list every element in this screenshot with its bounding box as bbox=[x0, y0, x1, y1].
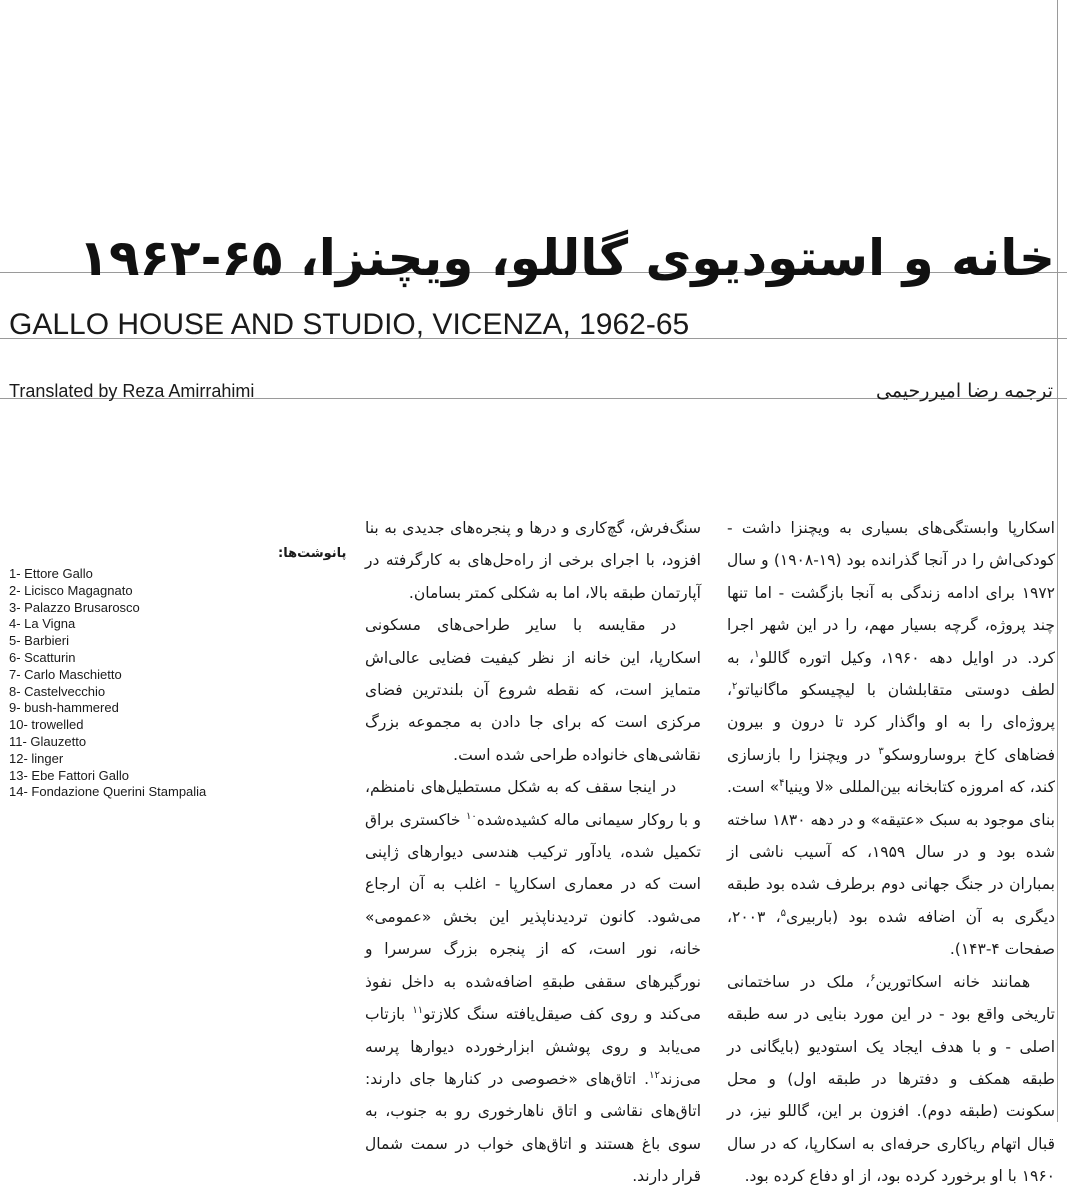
footnote-marker: ۱ bbox=[754, 648, 760, 660]
body-column-middle bbox=[365, 512, 701, 1193]
footnote-marker: ۱۰ bbox=[465, 810, 477, 822]
footnote-item: 2- Licisco Magagnato bbox=[9, 582, 133, 598]
paragraph: در مقایسه با سایر طراحی‌های مسکونی اسکارپا، این خانه از نظر کیفیت فضایی عالی‌اش متمایز است، که نقطه شروع آن بلندترین فضای مرکزی است که برای جا دادن به مجموعه بزرگ نقاشی‌های خانواده طراحی شده است. bbox=[365, 616, 701, 764]
footnote-marker: ۲ bbox=[732, 680, 738, 692]
footnote-marker: ۶ bbox=[870, 972, 876, 984]
body-column-right bbox=[727, 512, 1055, 1193]
footnote-item: 5- Barbieri bbox=[9, 633, 69, 649]
page-title-english: GALLO HOUSE AND STUDIO, VICENZA, 1962-65 bbox=[9, 308, 690, 341]
footnote-item: 8- Castelvecchio bbox=[9, 683, 106, 699]
margin-rule bbox=[1057, 0, 1058, 1122]
footnote-item: 10- trowelled bbox=[9, 717, 84, 733]
footnote-item: 3- Palazzo Brusarosco bbox=[9, 599, 140, 615]
translator-english: Translated by Reza Amirrahimi bbox=[9, 381, 255, 401]
footnote-item: 7- Carlo Maschietto bbox=[9, 666, 122, 682]
footnote-marker: ۳ bbox=[878, 745, 884, 757]
footnote-marker: ۱۱ bbox=[412, 1004, 424, 1016]
page-title-persian: خانه و استودیوی گاللو، ویچنزا، ۶۵-۱۹۶۲ bbox=[78, 229, 1055, 287]
translator-persian: ترجمه رضا امیررحیمی bbox=[875, 380, 1053, 402]
footnote-item: 11- Glauzetto bbox=[9, 733, 87, 749]
paragraph: سنگ‌فرش، گچ‌کاری و درها و پنجره‌های جدیدی به بنا افزود، با اجرای برخی از راه‌حل‌های به کارگرفته در آپارتمان طبقه بالا، اما به شکلی کمتر بسامان. bbox=[365, 519, 701, 602]
footnotes-heading: پانوشت‌ها: bbox=[278, 546, 347, 561]
footnote-item: 6- Scatturin bbox=[9, 649, 76, 665]
footnote-item: 4- La Vigna bbox=[9, 616, 76, 632]
footnote-item: 9- bush-hammered bbox=[9, 700, 119, 716]
footnote-item: 14- Fondazione Querini Stampalia bbox=[9, 784, 207, 800]
footnote-item: 12- linger bbox=[9, 750, 64, 766]
footnote-marker: ۴ bbox=[779, 778, 785, 790]
paragraph: همانند خانه اسکاتورین$^۶$، ملک در ساختمانی تاریخی واقع بود - در این مورد بنایی در سه طبقه اصلی - و با هدف ایجاد یک استودیو (بایگانی در طبقه همکف و دفترها در طبقه اول) و محل سکونت (طبقه دوم). افزون بر این، گاللو نیز، در قبال اتهام ریاکاری حرفه‌ای به اسکارپا، که در سال ۱۹۶۰ با او برخورد کرده بود، از او دفاع کرده بود. bbox=[727, 972, 1055, 1186]
footnote-item: 13- Ebe Fattori Gallo bbox=[9, 767, 129, 783]
footnotes-list bbox=[9, 566, 206, 801]
footnote-marker: ۵ bbox=[780, 907, 786, 919]
paragraph: در اینجا سقف که به شکل مستطیل‌های نامنظم، و با روکار سیمانی ماله کشیده‌شده$^{۱۰}$ خاکستری براق تکمیل شده، یادآور ترکیب هندسی دیوارهای ژاپنی است که در معماری اسکارپا - اغلب به آن ارجاع می‌شود. کانون تردیدناپذیر این بخش «عمومی» خانه، نور است، که از پنجره بزرگ سرسرا و نورگیرهای سقفی طبقهِ اضافه‌شده به داخل نفوذ می‌کند و روی کف صیقل‌یافته سنگ کلازتو$^{۱۱}$ بازتاب می‌یابد و روی پوشش ابزارخورده دیوارها پرسه می‌زند$^{۱۲}$. اتاق‌های «خصوصی در کنارها جای دارند: اتاق‌های نقاشی و اتاق ناهارخوری رو به جنوب، به سوی باغ هستند و اتاق‌های خواب در سمت شمال قرار دارند. bbox=[365, 778, 702, 1186]
paragraph: اسکارپا وابستگی‌های بسیاری به ویچنزا داشت - کودکی‌اش را در آنجا گذرانده بود (۱۹-۱۹۰۸) و سال ۱۹۷۲ برای ادامه زندگی به آنجا بازگشت - اما تنها چند پروژه، گرچه بسیار مهم، را در این شهر اجرا کرد. در اوایل دهه ۱۹۶۰، وکیل اتوره گاللو$^۱$، به لطف دوستی متقابلشان با لیچیسکو ماگانیاتو$^۲$، پروژه‌ای را به او واگذار کرد تا درون و بیرون فضاهای کاخ بروساروسکو$^۳$ در ویچنزا را بازسازی کند، که امروزه کتابخانه بین‌المللی «لا وینیا$^۴$» است. بنای موجود به سبک «عتیقه» و در دهه ۱۸۳۰ ساخته شده بود و در سال ۱۹۵۹، که آسیب ناشی از بمباران در جنگ جهانی دوم برطرف شده بود طبقه دیگری به آن اضافه شده بود (باربیری$^۵$، ۲۰۰۳، صفحات ۴-۱۴۳). bbox=[727, 519, 1056, 959]
footnote-item: 1- Ettore Gallo bbox=[9, 566, 93, 581]
footnote-marker: ۱۲ bbox=[649, 1069, 660, 1081]
